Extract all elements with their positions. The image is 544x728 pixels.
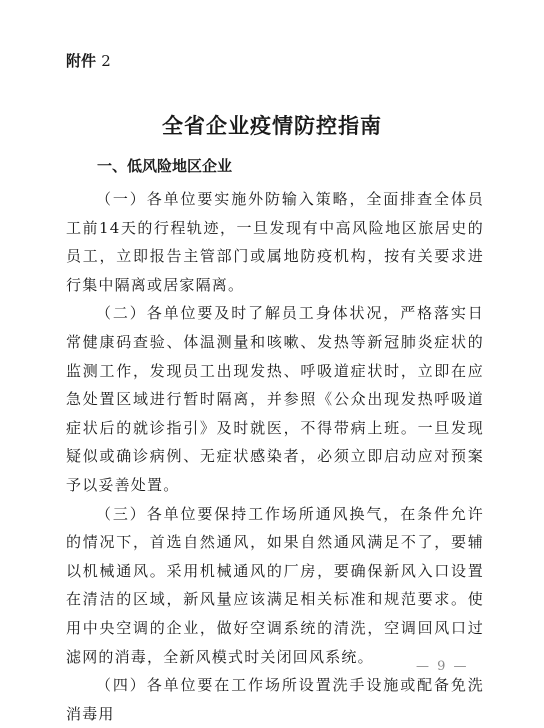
attachment-word: 附件 (66, 52, 97, 70)
paragraph-3: （三）各单位要保持工作场所通风换气，在条件允许的情况下，首选自然通风，如果自然通风满足不了，要辅以机械通风。采用机械通风的厂房，要确保新风入口设置在清洁的区域，新风量应该满足相关标准和规范要求。使用中央空调的企业，做好空调系统的清洗，空调回风口过滤网的消毒，全新风模式时关闭回风系统。 (66, 504, 484, 666)
attachment-label (66, 50, 111, 71)
paragraph-2: （二）各单位要及时了解员工身体状况，严格落实日常健康码查验、体温测量和咳嗽、发热等新冠肺炎症状的监测工作，发现员工出现发热、呼吸道症状时，立即在应急处置区域进行暂时隔离，并参照《公众出现发热呼吸道症状后的就诊指引》及时就医，不得带病上班。一旦发现疑似或确诊病例、无症状感染者，必须立即启动应对预案予以妥善处置。 (66, 304, 484, 494)
page-number: — 9 — (416, 659, 469, 674)
attachment-number: 2 (101, 52, 111, 70)
document-body (66, 185, 484, 728)
paragraph-1: （一）各单位要实施外防输入策略，全面排查全体员工前14天的行程轨迹，一旦发现有中高风险地区旅居史的员工，立即报告主管部门或属地防疫机构，按有关要求进行集中隔离或居家隔离。 (66, 190, 484, 294)
document-title: 全省企业疫情防控指南 (162, 114, 382, 138)
paragraph-4: （四）各单位要在工作场所设置洗手设施或配备免洗消毒用 (66, 676, 484, 723)
section-heading: 一、低风险地区企业 (97, 157, 233, 175)
